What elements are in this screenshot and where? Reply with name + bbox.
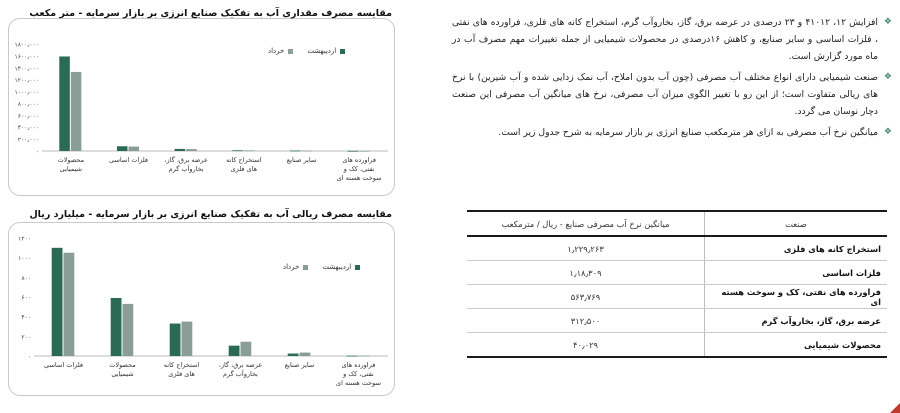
bar: [300, 353, 311, 356]
table-row: [467, 333, 887, 358]
x-tick-label: استخراج کانه های فلزی: [163, 361, 200, 378]
y-tick-label: ۱۰۰۰: [18, 255, 31, 263]
table-row: [467, 236, 887, 261]
legend-item-khordad: خرداد: [283, 263, 308, 271]
table-cell-rate: ۵۶۳٫۷۶۹: [467, 285, 705, 309]
bar: [186, 149, 197, 151]
table-header-rate: میانگین نرخ آب مصرفی صنایع - ریال / مترمکعب: [467, 211, 705, 236]
legend-item-khordad: خرداد: [268, 47, 293, 55]
bar: [241, 342, 252, 356]
bar: [123, 304, 134, 356]
bar: [170, 324, 181, 356]
bar: [229, 346, 240, 356]
table-cell-industry: فلزات اساسی: [705, 261, 888, 285]
table-row: [467, 261, 887, 285]
bar: [244, 150, 255, 151]
bar: [117, 146, 128, 151]
x-tick-label: محصولات شیمیایی: [57, 156, 85, 173]
bar: [129, 147, 140, 151]
y-tick-label: ۱۲۰۰٫۰۰۰: [14, 77, 39, 85]
water-rate-table: [467, 210, 887, 358]
y-tick-label: ۰: [27, 353, 31, 361]
x-tick-label: سایر صنایع: [284, 361, 315, 369]
table-cell-rate: ۳۱۲٫۵۰۰: [467, 309, 705, 333]
bar: [175, 149, 186, 151]
y-tick-label: ۶۰۰٫۰۰۰: [17, 112, 39, 120]
table-row: [467, 285, 887, 309]
y-tick-label: ۰: [35, 148, 39, 156]
bar: [359, 356, 370, 357]
table-cell-industry: استخراج کانه های فلزی: [705, 236, 888, 261]
bar: [71, 72, 82, 151]
bullet-arrow-icon: ❖: [883, 127, 892, 137]
bullet-item: ❖ میانگین نرخ آب مصرفی به ازای هر مترمکعب صنایع انرژی بر بازار سرمایه به شرح جدول زیر است.: [452, 124, 892, 141]
table-cell-rate: ۴۰٫۰۲۹: [467, 333, 705, 358]
x-tick-label: فلزات اساسی: [44, 361, 83, 369]
table-cell-industry: محصولات شیمیایی: [705, 333, 888, 358]
x-tick-label: سایر صنایع: [286, 156, 317, 164]
y-tick-label: ۴۰۰: [21, 314, 31, 322]
bullet-item: ❖ صنعت شیمیایی دارای انواع مختلف آب مصرفی (چون آب بدون املاح، آب نمک زدایی شده و آب شیرین) با نرخ های ریالی متفاوت است؛ از این رو با تغییر الگوی میزان آب مصرفی، نرخ های میانگین آب مصرفی این صنعت دچار نوسان می گردد.: [452, 69, 892, 120]
bar: [288, 354, 299, 356]
table-header-row: [467, 211, 887, 236]
bullet-item: ❖ افزایش ۱۲، ۴۱۰۱۲ و ۲۳ درصدی در عرضه برق، گاز، بخاروآب گرم، استخراج کانه های فلزی، فراورده های نفتی ، فلزات اساسی و سایر صنایع، و کاهش ۱۶درصدی در محصولات شیمیایی از جمله تغییرات مهم مصرف آب در ماه مورد گزارش است.: [452, 14, 892, 65]
chart-title-volume: مقایسه مصرف مقداری آب به تفکیک صنایع انرژی بر بازار سرمایه - متر مکعب: [29, 8, 392, 19]
bar: [59, 56, 70, 151]
y-tick-label: ۱۲۰۰: [18, 235, 31, 243]
x-tick-label: عرضه برق، گاز، بخاروآب گرم: [218, 361, 263, 378]
bar: [359, 151, 370, 152]
x-tick-label: فراورده های نفتی، کک و سوخت هسته ای: [336, 361, 381, 387]
bar: [111, 298, 122, 356]
table-header-industry: صنعت: [705, 211, 888, 236]
bar-chart-rial: [8, 222, 393, 394]
x-tick-label: عرضه برق، گاز، بخاروآب گرم: [164, 156, 208, 173]
x-tick-label: استخراج کانه های فلزی: [226, 156, 262, 173]
y-tick-label: ۶۰۰: [21, 294, 31, 302]
legend-item-ordibehesht: اردیبهشت: [322, 263, 360, 271]
table-cell-rate: ۱٫۲۲۹٫۲۶۳: [467, 236, 705, 261]
table-cell-industry: فراورده های نفتی، کک و سوخت هسته ای: [705, 285, 888, 309]
bar: [302, 151, 313, 152]
bar: [347, 356, 358, 357]
x-tick-label: فلزات اساسی: [109, 156, 148, 164]
legend-item-ordibehesht: اردیبهشت: [307, 47, 345, 55]
bar: [290, 151, 301, 152]
y-tick-label: ۸۰۰: [21, 274, 31, 282]
y-tick-label: ۱۶۰۰٫۰۰۰: [14, 53, 39, 61]
bar: [348, 151, 359, 152]
chart-title-rial: مقایسه مصرف ریالی آب به تفکیک صنایع انرژی بر بازار سرمایه - میلیارد ریال: [29, 209, 392, 220]
y-tick-label: ۴۰۰٫۰۰۰: [17, 124, 39, 132]
y-tick-label: ۲۰۰: [21, 333, 31, 341]
x-tick-label: فراورده های نفتی، کک و سوخت هسته ای: [336, 156, 382, 182]
table-cell-industry: عرضه برق، گاز، بخاروآب گرم: [705, 309, 888, 333]
table-cell-rate: ۱٫۱۸٫۳۰۹: [467, 261, 705, 285]
table-row: [467, 309, 887, 333]
bar: [64, 253, 75, 356]
bar-chart-volume: [8, 18, 393, 194]
bullet-list: [452, 14, 892, 145]
x-tick-label: محصولات شیمیایی: [109, 361, 136, 378]
y-tick-label: ۸۰۰٫۰۰۰: [17, 100, 39, 108]
bar: [182, 322, 193, 356]
corner-decoration: [890, 403, 900, 413]
bar: [52, 248, 63, 356]
bullet-arrow-icon: ❖: [883, 17, 892, 27]
bar: [232, 150, 243, 151]
y-tick-label: ۱۰۰۰٫۰۰۰: [14, 89, 39, 97]
y-tick-label: ۱۸۰۰٫۰۰۰: [14, 41, 39, 49]
y-tick-label: ۱۴۰۰٫۰۰۰: [14, 65, 39, 73]
y-tick-label: ۲۰۰٫۰۰۰: [17, 136, 39, 144]
bullet-arrow-icon: ❖: [883, 72, 892, 82]
